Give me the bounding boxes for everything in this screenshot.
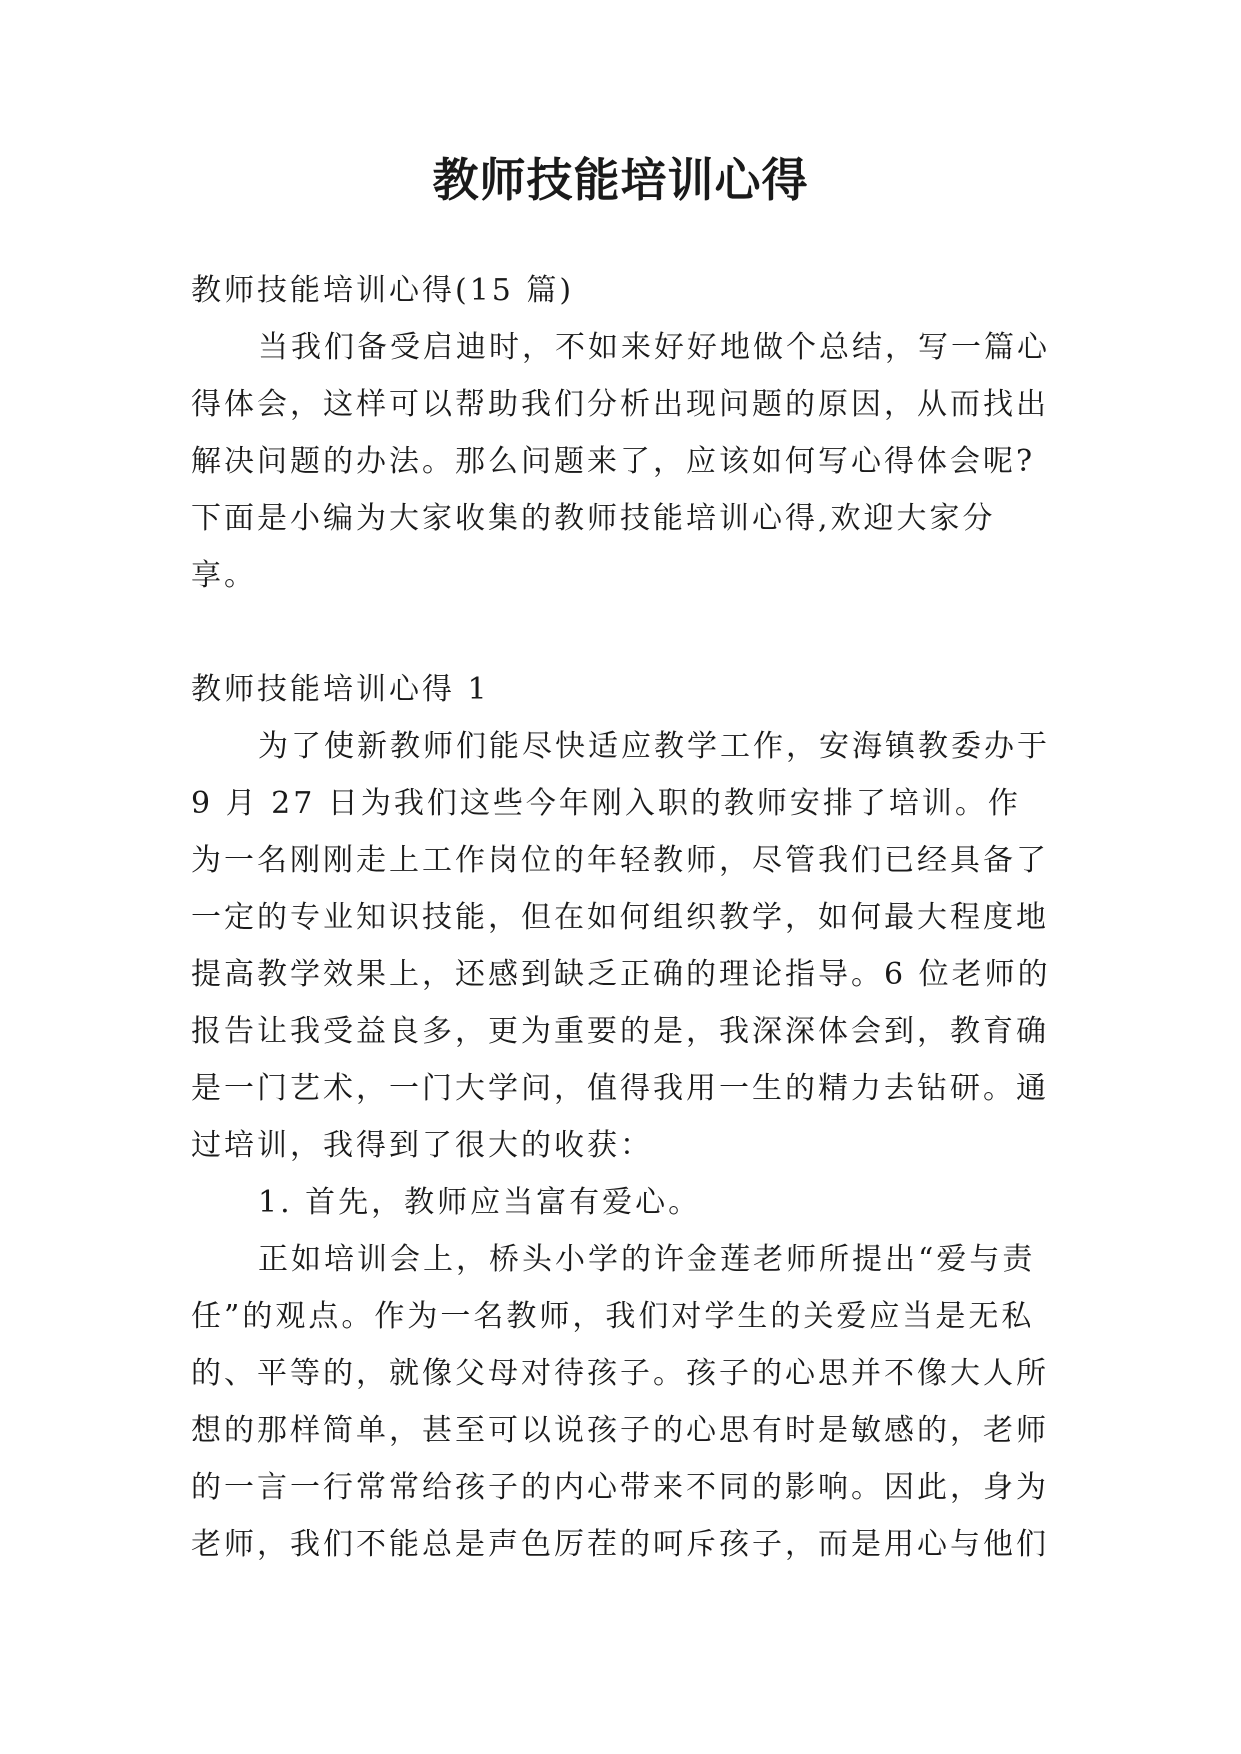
numbered-point: 1. 首先，教师应当富有爱心。 — [258, 1185, 702, 1220]
section-heading: 教师技能培训心得 1 — [191, 672, 490, 707]
document-body — [191, 262, 1051, 1573]
body-paragraph: 正如培训会上，桥头小学的许金莲老师所提出“爱与责任”的观点。作为一名教师，我们对学生的关爱应当是无私的、平等的，就像父母对待孩子。孩子的心思并不像大人所想的那样简单，甚至可以说孩子的心思有时是敏感的，老师的一言一行常常给孩子的内心带来不同的影响。因此，身为老师，我们不能总是声色厉茬的呵斥孩子，而是用心与他们 — [191, 1242, 1049, 1562]
paragraph-gap — [191, 604, 1051, 661]
document-title: 教师技能培训心得 — [432, 153, 809, 207]
body-paragraph: 为了使新教师们能尽快适应教学工作，安海镇教委办于9 月 27 日为我们这些今年刚入职的教师安排了培训。作为一名刚刚走上工作岗位的年轻教师，尽管我们已经具备了一定的专业知识技能，但在如何组织教学，如何最大程度地提高教学效果上，还感到缺乏正确的理论指导。6 位老师的报告让我受益良多，更为重要的是，我深深体会到，教育确是一门艺术，一门大学问，值得我用一生的精力去钻研。通过培训，我得到了很大的收获： — [191, 729, 1051, 1163]
intro-paragraph: 当我们备受启迪时，不如来好好地做个总结，写一篇心得体会，这样可以帮助我们分析出现问题的原因，从而找出解决问题的办法。那么问题来了，应该如何写心得体会呢?下面是小编为大家收集的教师技能培训心得,欢迎大家分享。 — [191, 330, 1050, 593]
document-subtitle: 教师技能培训心得(15 篇) — [191, 273, 575, 308]
